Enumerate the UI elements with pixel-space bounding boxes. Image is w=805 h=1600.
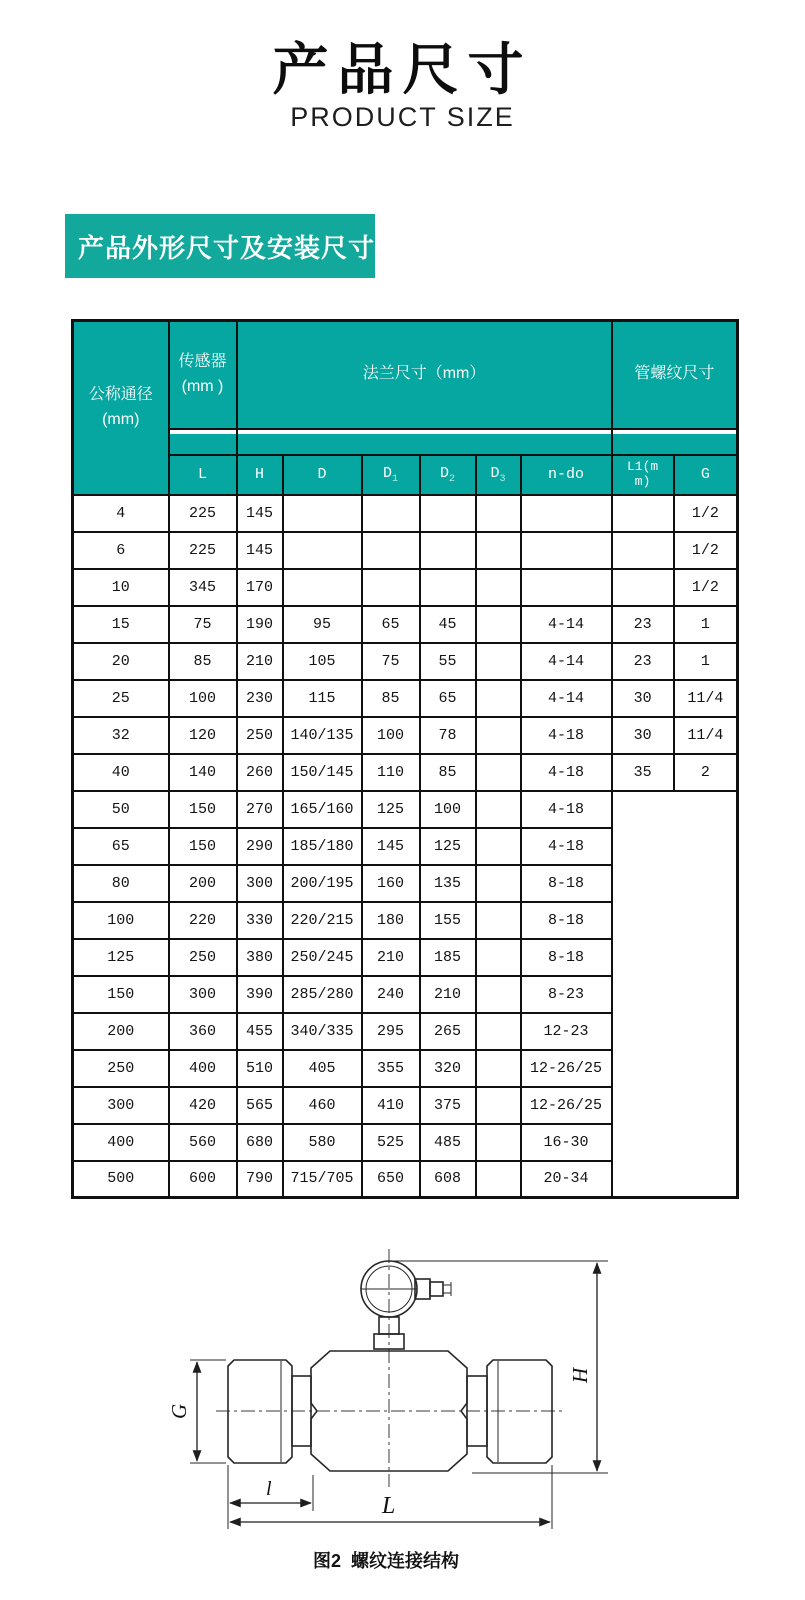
table-cell: 375: [420, 1087, 476, 1124]
table-cell: [476, 865, 521, 902]
table-cell: 600: [169, 1161, 237, 1198]
table-cell: 265: [420, 1013, 476, 1050]
table-cell: [476, 606, 521, 643]
table-cell: 65: [362, 606, 420, 643]
table-cell: 145: [237, 532, 283, 569]
table-cell: 155: [420, 902, 476, 939]
table-row: [73, 643, 738, 680]
table-cell: 185/180: [283, 828, 362, 865]
table-cell: 270: [237, 791, 283, 828]
table-cell: 220/215: [283, 902, 362, 939]
table-cell: 12-26/25: [521, 1087, 612, 1124]
header-pipe-thread-size: 管螺纹尺寸: [612, 321, 738, 429]
table-cell: 790: [237, 1161, 283, 1198]
table-cell: 4-18: [521, 754, 612, 791]
table-cell: [476, 1087, 521, 1124]
table-cell: 12-23: [521, 1013, 612, 1050]
subheader-n-do: n-do: [521, 455, 612, 495]
table-cell: 100: [362, 717, 420, 754]
table-cell: [283, 495, 362, 532]
subheader-D3: $D_3$: [476, 455, 521, 495]
table-cell: 95: [283, 606, 362, 643]
table-cell: 85: [362, 680, 420, 717]
table-cell: 100: [169, 680, 237, 717]
table-cell: 260: [237, 754, 283, 791]
table-body: [73, 495, 738, 1198]
table-cell: 35: [612, 754, 674, 791]
table-cell: 525: [362, 1124, 420, 1161]
header-sensor: [169, 321, 237, 429]
table-cell: [476, 495, 521, 532]
table-cell: 16-30: [521, 1124, 612, 1161]
table-cell: 200: [73, 1013, 169, 1050]
table-cell: 2: [674, 754, 738, 791]
table-cell: 85: [420, 754, 476, 791]
table-cell: 500: [73, 1161, 169, 1198]
table-cell: [521, 569, 612, 606]
table-cell: 150: [169, 828, 237, 865]
spacer-cell: [612, 429, 738, 455]
table-cell: 75: [362, 643, 420, 680]
table-cell: 185: [420, 939, 476, 976]
table-cell: 330: [237, 902, 283, 939]
table-cell: 715/705: [283, 1161, 362, 1198]
table-cell: [476, 939, 521, 976]
header-sub-row: [73, 455, 738, 495]
merged-empty-cell: [612, 791, 738, 1198]
section-banner-label: 产品外形尺寸及安装尺寸: [78, 232, 376, 263]
table-cell: 85: [169, 643, 237, 680]
dimension-table: [71, 319, 739, 1199]
table-row: [73, 754, 738, 791]
table-cell: 8-18: [521, 939, 612, 976]
table-cell: 405: [283, 1050, 362, 1087]
table-cell: 190: [237, 606, 283, 643]
table-cell: 608: [420, 1161, 476, 1198]
table-row: [73, 569, 738, 606]
subheader-D: D: [283, 455, 362, 495]
table-cell: 420: [169, 1087, 237, 1124]
table-cell: [476, 828, 521, 865]
table-cell: 4-18: [521, 717, 612, 754]
table-cell: 485: [420, 1124, 476, 1161]
table-cell: [612, 569, 674, 606]
table-cell: 510: [237, 1050, 283, 1087]
header-group-row: [73, 321, 738, 429]
subheader-D2: $D_2$: [420, 455, 476, 495]
section-banner: [65, 214, 375, 278]
table-cell: 40: [73, 754, 169, 791]
table-cell: 145: [237, 495, 283, 532]
table-cell: 150: [73, 976, 169, 1013]
table-cell: 300: [73, 1087, 169, 1124]
table-row: [73, 680, 738, 717]
table-cell: [476, 532, 521, 569]
table-cell: 170: [237, 569, 283, 606]
spacer-cell: [169, 429, 237, 455]
label-L: L: [382, 1493, 396, 1519]
table-cell: [476, 976, 521, 1013]
table-cell: [420, 495, 476, 532]
table-cell: 8-18: [521, 902, 612, 939]
table-cell: 23: [612, 643, 674, 680]
table-row: [73, 495, 738, 532]
subheader-D1: $D_1$: [362, 455, 420, 495]
table-cell: 400: [169, 1050, 237, 1087]
table-cell: 295: [362, 1013, 420, 1050]
table-cell: 290: [237, 828, 283, 865]
table-cell: 115: [283, 680, 362, 717]
header-sensor-line2: (mm ): [181, 377, 224, 395]
table-cell: [476, 569, 521, 606]
table-cell: 1/2: [674, 532, 738, 569]
figure-threaded-connection: [160, 1235, 630, 1535]
table-cell: 210: [420, 976, 476, 1013]
dimension-L: [230, 1465, 552, 1529]
table-cell: [476, 754, 521, 791]
table-cell: 125: [420, 828, 476, 865]
table-cell: [476, 902, 521, 939]
table-cell: 200/195: [283, 865, 362, 902]
subheader-L: L: [169, 455, 237, 495]
table-row: [73, 606, 738, 643]
table-cell: 140: [169, 754, 237, 791]
table-cell: 100: [420, 791, 476, 828]
table-cell: 1: [674, 606, 738, 643]
table-cell: 32: [73, 717, 169, 754]
table-cell: 4-14: [521, 643, 612, 680]
header-sensor-line1: 传感器: [178, 352, 227, 370]
table-cell: [476, 1013, 521, 1050]
table-cell: 250: [169, 939, 237, 976]
table-cell: [612, 495, 674, 532]
table-cell: [521, 532, 612, 569]
table-cell: 105: [283, 643, 362, 680]
table-cell: 30: [612, 717, 674, 754]
table-cell: 65: [73, 828, 169, 865]
table-cell: 140/135: [283, 717, 362, 754]
table-cell: 220: [169, 902, 237, 939]
table-cell: 285/280: [283, 976, 362, 1013]
table-cell: 210: [362, 939, 420, 976]
table-cell: 125: [362, 791, 420, 828]
table-cell: 1/2: [674, 495, 738, 532]
table-cell: 10: [73, 569, 169, 606]
table-cell: 410: [362, 1087, 420, 1124]
table-cell: 125: [73, 939, 169, 976]
table-cell: 650: [362, 1161, 420, 1198]
table-cell: 150/145: [283, 754, 362, 791]
table-cell: 120: [169, 717, 237, 754]
table-cell: [476, 791, 521, 828]
table-cell: 320: [420, 1050, 476, 1087]
table-cell: 20: [73, 643, 169, 680]
header-spacer-row: [73, 429, 738, 455]
table-cell: [521, 495, 612, 532]
table-cell: [362, 495, 420, 532]
table-cell: [476, 1050, 521, 1087]
table-cell: 45: [420, 606, 476, 643]
table-cell: 210: [237, 643, 283, 680]
table-cell: 250: [73, 1050, 169, 1087]
table-cell: 23: [612, 606, 674, 643]
subheader-G: G: [674, 455, 738, 495]
table-cell: 50: [73, 791, 169, 828]
table-cell: 160: [362, 865, 420, 902]
table-row: [73, 791, 738, 828]
table-cell: 680: [237, 1124, 283, 1161]
table-cell: 11/4: [674, 717, 738, 754]
label-H: H: [568, 1367, 592, 1383]
figure-caption: 图2 螺纹连接结构: [312, 1551, 459, 1571]
table-cell: 225: [169, 495, 237, 532]
table-cell: 30: [612, 680, 674, 717]
table-cell: 80: [73, 865, 169, 902]
table-cell: [420, 532, 476, 569]
spacer-cell: [237, 429, 612, 455]
table-cell: 4-18: [521, 828, 612, 865]
table-cell: 1/2: [674, 569, 738, 606]
table-row: [73, 717, 738, 754]
table-cell: 460: [283, 1087, 362, 1124]
table-cell: 75: [169, 606, 237, 643]
table-cell: 65: [420, 680, 476, 717]
table-cell: 225: [169, 532, 237, 569]
table-cell: 8-18: [521, 865, 612, 902]
table-cell: 4-14: [521, 680, 612, 717]
table-cell: [362, 532, 420, 569]
table-cell: 4-14: [521, 606, 612, 643]
table-cell: [420, 569, 476, 606]
header-nominal-diameter-line2: (mm): [102, 410, 140, 428]
table-cell: 390: [237, 976, 283, 1013]
table-cell: 4: [73, 495, 169, 532]
table-cell: 165/160: [283, 791, 362, 828]
header-nominal-diameter-line1: 公称通径: [88, 385, 153, 403]
table-cell: 1: [674, 643, 738, 680]
table-cell: 4-18: [521, 791, 612, 828]
table-cell: [476, 1161, 521, 1198]
table-cell: 55: [420, 643, 476, 680]
table-cell: [476, 643, 521, 680]
header-nominal-diameter: [73, 321, 169, 495]
page-subtitle: PRODUCT SIZE: [290, 102, 515, 132]
table-cell: 400: [73, 1124, 169, 1161]
table-cell: [283, 532, 362, 569]
figure-drawing: [160, 1235, 630, 1535]
table-cell: 380: [237, 939, 283, 976]
table-cell: 250/245: [283, 939, 362, 976]
table-cell: 110: [362, 754, 420, 791]
table-cell: [612, 532, 674, 569]
table-cell: 345: [169, 569, 237, 606]
table-cell: 150: [169, 791, 237, 828]
cable-gland: [415, 1279, 451, 1299]
table-cell: 8-23: [521, 976, 612, 1013]
label-l: l: [266, 1478, 272, 1500]
table-cell: 250: [237, 717, 283, 754]
table-cell: 15: [73, 606, 169, 643]
table-cell: 6: [73, 532, 169, 569]
table-cell: 11/4: [674, 680, 738, 717]
table-cell: 20-34: [521, 1161, 612, 1198]
table-cell: 12-26/25: [521, 1050, 612, 1087]
gauge-head: [361, 1261, 451, 1349]
table-row: [73, 532, 738, 569]
table-cell: 580: [283, 1124, 362, 1161]
subheader-L1: L1(mm): [612, 455, 674, 495]
table-cell: 200: [169, 865, 237, 902]
table-cell: 300: [237, 865, 283, 902]
table-cell: [476, 1124, 521, 1161]
label-G: G: [167, 1403, 191, 1419]
table-cell: 240: [362, 976, 420, 1013]
table-cell: 455: [237, 1013, 283, 1050]
table-cell: 145: [362, 828, 420, 865]
dimension-H: [392, 1261, 608, 1473]
page-title: 产品尺寸: [272, 38, 533, 101]
table-cell: [476, 717, 521, 754]
table-cell: 25: [73, 680, 169, 717]
header-flange-size: 法兰尺寸（mm）: [237, 321, 612, 429]
table-cell: 360: [169, 1013, 237, 1050]
subheader-H: H: [237, 455, 283, 495]
table-cell: 565: [237, 1087, 283, 1124]
table-cell: [476, 680, 521, 717]
table-cell: [283, 569, 362, 606]
table-cell: [362, 569, 420, 606]
dimension-l: [228, 1465, 313, 1529]
table-cell: 135: [420, 865, 476, 902]
table-cell: 180: [362, 902, 420, 939]
table-cell: 300: [169, 976, 237, 1013]
table-cell: 230: [237, 680, 283, 717]
table-cell: 355: [362, 1050, 420, 1087]
table-cell: 340/335: [283, 1013, 362, 1050]
table-cell: 100: [73, 902, 169, 939]
table-cell: 560: [169, 1124, 237, 1161]
table-cell: 78: [420, 717, 476, 754]
